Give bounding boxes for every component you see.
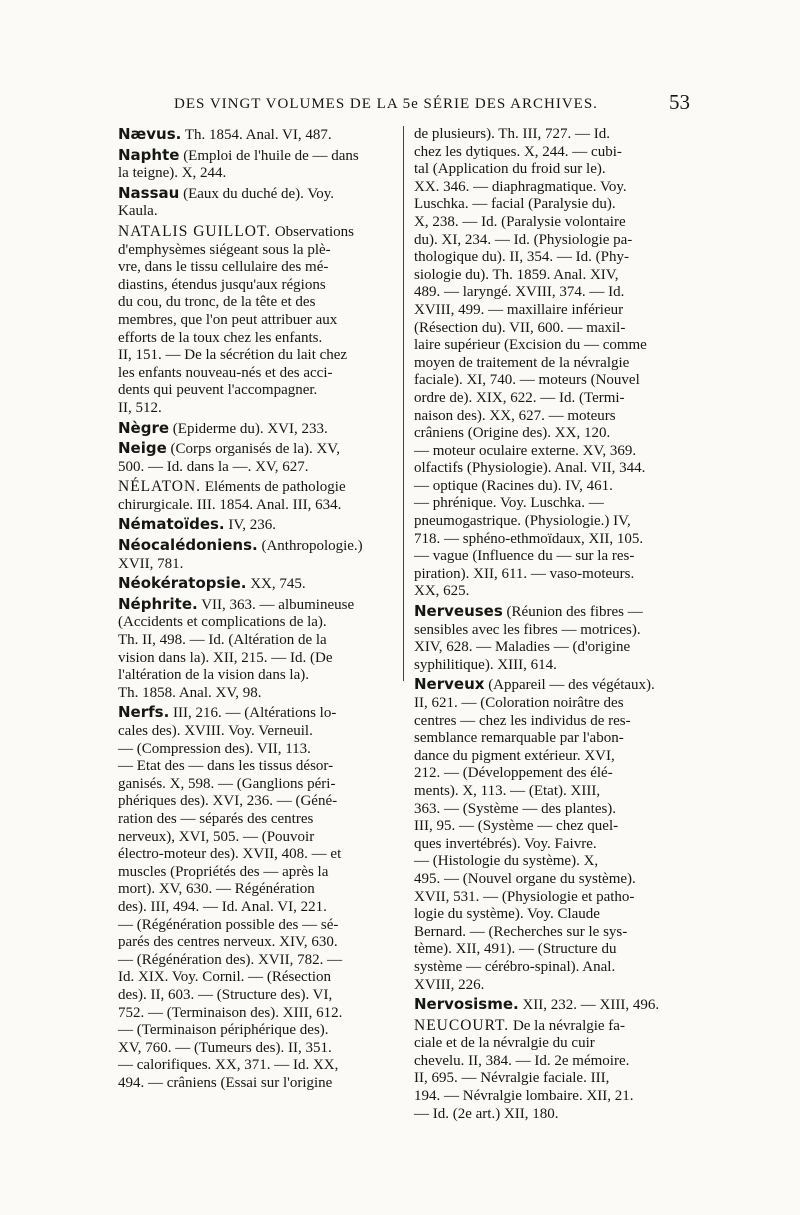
entry-line: membres, que l'on peut attribuer aux xyxy=(118,311,338,328)
entry-line: ments). X, 113. — (Etat). XIII, xyxy=(414,782,601,799)
entry-headword: Nervosisme. xyxy=(414,995,519,1014)
entry-line: la teigne). X, 244. xyxy=(118,165,227,182)
entry-line: Nassau (Eaux du duché de). Voy. xyxy=(118,183,335,202)
entry-line: tal (Application du froid sur le). xyxy=(414,161,606,178)
entry-line: laire supérieur (Excision du — comme xyxy=(414,337,647,354)
entry-line: Nervosisme. XII, 232. — XIII, 496. xyxy=(414,995,660,1014)
entry-line: XVIII, 226. xyxy=(414,976,485,993)
entry-line: — (Régénération des). XVII, 782. — xyxy=(118,951,343,968)
index-entry xyxy=(118,516,394,535)
entry-line: NEUCOURT. De la névralgie fa- xyxy=(414,1016,625,1034)
entry-line: — (Terminaison périphérique des). xyxy=(118,1022,329,1039)
entry-line: — moteur oculaire externe. XV, 369. xyxy=(414,442,637,459)
entry-line: parés des centres nerveux. XIV, 630. xyxy=(118,934,338,951)
entry-line: Nerveux (Appareil — des végétaux). xyxy=(414,675,655,694)
entry-line: Nerveuses (Réunion des fibres — xyxy=(414,602,643,621)
index-entry xyxy=(118,704,394,1092)
entry-line: crâniens (Origine des). XX, 120. xyxy=(414,425,611,442)
entry-line: syphilitique). XIII, 614. xyxy=(414,656,557,673)
left-column xyxy=(118,126,394,1094)
entry-line: Néokératopsie. XX, 745. xyxy=(118,574,306,593)
entry-line: XX. 346. — diaphragmatique. Voy. xyxy=(414,178,627,195)
index-entry xyxy=(414,996,688,1015)
index-entry xyxy=(118,185,394,221)
entry-headword: NATALIS GUILLOT. xyxy=(118,222,272,240)
entry-line: pneumogastrique. (Physiologie.) IV, xyxy=(414,513,631,530)
page-number: 53 xyxy=(669,90,690,114)
entry-line: — (Histologie du système). X, xyxy=(414,853,599,870)
entry-line: (Résection du). VII, 600. — maxil- xyxy=(414,319,626,336)
entry-line: chez les dytiques. X, 244. — cubi- xyxy=(414,143,622,160)
entry-line: — optique (Racines du). IV, 461. xyxy=(414,477,613,494)
entry-line: NÉLATON. Eléments de pathologie xyxy=(118,478,346,496)
entry-line: dents qui peuvent l'accompagner. xyxy=(118,382,318,399)
entry-line: tème). XII, 491). — (Structure du xyxy=(414,941,617,958)
entry-line: olfactifs (Physiologie). Anal. VII, 344. xyxy=(414,460,646,477)
right-column xyxy=(414,126,688,1125)
entry-line: II, 151. — De la sécrétion du lait chez xyxy=(118,347,348,364)
entry-line: Naphte (Emploi de l'huile de — dans xyxy=(118,145,359,164)
index-entry xyxy=(118,537,394,573)
entry-line: Nègre (Epiderme du). XVI, 233. xyxy=(118,418,328,437)
entry-line: ciale et de la névralgie du cuir xyxy=(414,1035,595,1052)
entry-line: X, 238. — Id. (Paralysie volontaire xyxy=(414,213,626,230)
index-entry xyxy=(118,147,394,183)
entry-line: nerveux), XVI, 505. — (Pouvoir xyxy=(118,828,315,845)
entry-headword: Naphte xyxy=(118,145,180,164)
entry-line: électro-moteur des). XVII, 408. — et xyxy=(118,846,342,863)
entry-line: ganisés. X, 598. — (Ganglions péri- xyxy=(118,775,336,792)
entry-headword: Néphrite. xyxy=(118,594,198,613)
entry-line: cales des). XVIII. Voy. Verneuil. xyxy=(118,723,313,739)
entry-line: XVII, 531. — (Physiologie et patho- xyxy=(414,888,635,905)
entry-line: II, 512. xyxy=(118,399,162,416)
entry-line: efforts de la toux chez les enfants. xyxy=(118,329,323,346)
entry-line: — calorifiques. XX, 371. — Id. XX, xyxy=(118,1057,339,1074)
entry-line: des). III, 494. — Id. Anal. VI, 221. xyxy=(118,898,327,915)
entry-line: système — cérébro-spinal). Anal. xyxy=(414,958,616,975)
entry-line: XV, 760. — (Tumeurs des). II, 351. xyxy=(118,1039,332,1056)
entry-line: les enfants nouveau-nés et des acci- xyxy=(118,364,333,381)
entry-headword: NÉLATON. xyxy=(118,478,202,496)
entry-line: piration). XII, 611. — vaso-moteurs. xyxy=(414,565,635,582)
entry-headword: Nævus. xyxy=(118,125,182,143)
entry-line: Th. II, 498. — Id. (Altération de la xyxy=(118,632,327,649)
entry-line: (Accidents et complications de la). xyxy=(118,614,327,631)
index-entry xyxy=(118,126,394,145)
entry-line: Bernard. — (Recherches sur le sys- xyxy=(414,923,628,940)
entry-line: siologie du). Th. 1859. Anal. XIV, xyxy=(414,266,619,283)
entry-line: — phrénique. Voy. Luschka. — xyxy=(414,495,604,512)
entry-line: faciale). XI, 740. — moteurs (Nouvel xyxy=(414,372,640,389)
entry-line: logie du système). Voy. Claude xyxy=(414,906,600,923)
entry-line: 194. — Névralgie lombaire. XII, 21. xyxy=(414,1088,634,1105)
entry-line: l'altération de la vision dans la). xyxy=(118,667,309,684)
entry-headword: Nègre xyxy=(118,418,170,437)
entry-line: NATALIS GUILLOT. Observations xyxy=(118,222,354,240)
entry-headword: Nerfs. xyxy=(118,703,170,722)
entry-headword: Néokératopsie. xyxy=(118,574,247,593)
entry-line: 363. — (Système — des plantes). xyxy=(414,800,617,817)
entry-line: Néphrite. VII, 363. — albumineuse xyxy=(118,594,355,613)
entry-line: II, 621. — (Coloration noirâtre des xyxy=(414,695,624,711)
entry-line: II, 695. — Névralgie faciale. III, xyxy=(414,1070,610,1087)
entry-headword: Nassau xyxy=(118,183,180,202)
entry-headword: Neige xyxy=(118,439,167,458)
entry-line: d'emphysèmes siégeant sous la plè- xyxy=(118,241,331,258)
entry-headword: Nerveuses xyxy=(414,602,503,621)
running-title: DES VINGT VOLUMES DE LA 5e SÉRIE DES ARCHIVES. xyxy=(174,96,598,112)
entry-line: vre, dans le tissu cellulaire des mé- xyxy=(118,259,329,276)
entry-line: naison des). XX, 627. — moteurs xyxy=(414,407,616,424)
running-header xyxy=(150,90,690,118)
entry-line: — Etat des — dans les tissus désor- xyxy=(118,758,334,775)
index-entry xyxy=(118,420,394,439)
entry-line: 494. — crâniens (Essai sur l'origine xyxy=(118,1074,333,1091)
entry-headword: Nématoïdes. xyxy=(118,515,225,534)
index-entry xyxy=(414,603,688,674)
entry-line: Luschka. — facial (Paralysie du). xyxy=(414,196,616,213)
entry-line: ordre de). XIX, 622. — Id. (Termi- xyxy=(414,389,625,406)
entry-line: chevelu. II, 384. — Id. 2e mémoire. xyxy=(414,1052,630,1069)
entry-line: Th. 1858. Anal. XV, 98. xyxy=(118,684,262,701)
entry-line: diastins, étendus jusqu'aux régions xyxy=(118,276,326,293)
entry-line: — vague (Influence du — sur la res- xyxy=(414,548,635,565)
entry-line: Nævus. Th. 1854. Anal. VI, 487. xyxy=(118,125,332,143)
entry-line: Néocalédoniens. (Anthropologie.) xyxy=(118,536,363,555)
entry-line: muscles (Propriétés des — après la xyxy=(118,863,329,880)
index-entry xyxy=(414,1017,688,1124)
index-entry xyxy=(118,575,394,594)
entry-line: des). II, 603. — (Structure des). VI, xyxy=(118,986,333,1003)
entry-line: du cou, du tronc, de la tête et des xyxy=(118,294,316,311)
entry-line: Kaula. xyxy=(118,203,158,220)
entry-line: — (Régénération possible des — sé- xyxy=(118,916,339,933)
entry-line: ration des — séparés des centres xyxy=(118,810,314,827)
entry-line: 500. — Id. dans la —. XV, 627. xyxy=(118,458,309,475)
entry-line: vision dans la). XII, 215. — Id. (De xyxy=(118,649,333,666)
entry-line: 212. — (Développement des élé- xyxy=(414,765,613,782)
entry-line: chirurgicale. III. 1854. Anal. III, 634. xyxy=(118,496,342,513)
entry-line: moyen de traitement de la névralgie xyxy=(414,354,630,371)
entry-line: XIV, 628. — Maladies — (d'origine xyxy=(414,639,631,656)
entry-line: semblance remarquable par l'abon- xyxy=(414,730,624,747)
entry-line: Neige (Corps organisés de la). XV, xyxy=(118,439,340,458)
entry-line: 489. — laryngé. XVIII, 374. — Id. xyxy=(414,284,625,301)
index-entry xyxy=(118,223,394,418)
index-entry xyxy=(414,126,688,601)
entry-line: sensibles avec les fibres — motrices). xyxy=(414,621,641,638)
entry-line: 718. — sphéno-ethmoïdaux, XII, 105. xyxy=(414,530,644,547)
index-entry xyxy=(118,478,394,514)
entry-line: Nématoïdes. IV, 236. xyxy=(118,515,277,534)
entry-line: dance du pigment extérieur. XVI, xyxy=(414,747,615,764)
entry-line: Id. XIX. Voy. Cornil. — (Résection xyxy=(118,969,332,986)
entry-headword: NEUCOURT. xyxy=(414,1016,510,1034)
index-entry xyxy=(118,596,394,703)
entry-headword: Néocalédoniens. xyxy=(118,536,258,555)
entry-line: — (Compression des). VII, 113. xyxy=(118,740,311,757)
entry-line: XVIII, 499. — maxillaire inférieur xyxy=(414,301,624,318)
entry-line: ques invertébrés). Voy. Faivre. xyxy=(414,835,597,852)
index-entry xyxy=(414,676,688,994)
entry-line: XX, 625. xyxy=(414,583,470,600)
entry-line: mort). XV, 630. — Régénération xyxy=(118,881,315,898)
entry-headword: Nerveux xyxy=(414,675,485,694)
entry-line: III, 95. — (Système — chez quel- xyxy=(414,818,619,835)
entry-line: centres — chez les individus de res- xyxy=(414,712,631,729)
entry-line: XVII, 781. xyxy=(118,555,184,572)
entry-line: 495. — (Nouvel organe du système). xyxy=(414,870,636,887)
entry-line: 752. — (Terminaison des). XIII, 612. xyxy=(118,1004,343,1021)
entry-line: Nerfs. III, 216. — (Altérations lo- xyxy=(118,703,337,722)
entry-line: thologique du). II, 354. — Id. (Phy- xyxy=(414,249,629,266)
entry-line: du). XI, 234. — Id. (Physiologie pa- xyxy=(414,231,633,248)
column-divider xyxy=(403,126,404,681)
index-entry xyxy=(118,440,394,476)
entry-line: — Id. (2e art.) XII, 180. xyxy=(414,1105,559,1122)
entry-line: de plusieurs). Th. III, 727. — Id. xyxy=(414,126,610,142)
entry-line: phériques des). XVI, 236. — (Géné- xyxy=(118,793,338,810)
